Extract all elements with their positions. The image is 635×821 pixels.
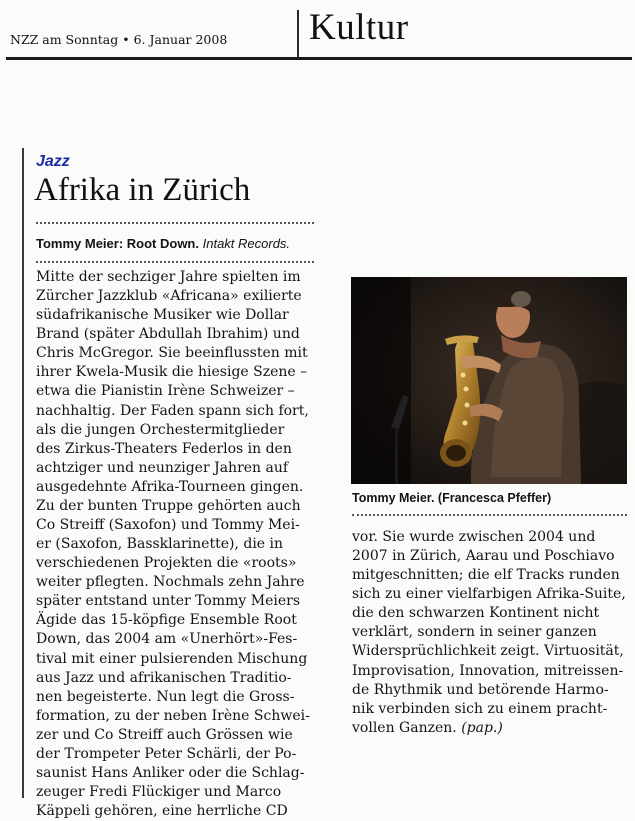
- text-line: zeuger Fredi Flückiger und Marco: [36, 784, 282, 801]
- album-credit: [36, 236, 290, 251]
- text-line: verschiedenen Projekten die «roots»: [36, 555, 297, 572]
- closing-text: vollen Ganzen.: [352, 719, 457, 736]
- text-line: Down, das 2004 am «Unerhört»-Fes-: [36, 631, 298, 648]
- header-divider: [297, 10, 299, 58]
- article-kicker: Jazz: [36, 153, 70, 170]
- text-line: als die jungen Orchestermitglieder: [36, 421, 285, 438]
- dotted-divider: [36, 222, 314, 224]
- header-rule: [6, 57, 632, 60]
- dotted-divider: [352, 514, 627, 516]
- publication-name: NZZ am Sonntag: [10, 32, 119, 47]
- text-line: Zürcher Jazzklub «Africana» exilierte: [36, 288, 302, 305]
- photo-saxophonist: [351, 277, 627, 484]
- text-line: nachhaltig. Der Faden spann sich fort,: [36, 402, 309, 419]
- section-title: Kultur: [309, 7, 409, 48]
- text-line: sich zu einer vielfarbigen Afrika-Suite,: [352, 586, 626, 603]
- text-line: ausgedehnte Afrika-Tourneen gingen.: [36, 478, 304, 495]
- body-column-2: [352, 528, 627, 738]
- text-line: des Zirkus-Theaters Federlos in den: [36, 440, 292, 457]
- dotted-divider: [36, 261, 314, 263]
- text-line: nik verbinden sich zu einem pracht-: [352, 700, 608, 717]
- text-line: Chris McGregor. Sie beeinflussten mit: [36, 345, 308, 362]
- text-line: Brand (später Abdullah Ibrahim) und: [36, 326, 300, 343]
- text-line: der Trompeter Peter Schärli, der Po-: [36, 745, 297, 762]
- body-column-1: [36, 268, 326, 821]
- text-line: Co Streiff (Saxofon) und Tommy Mei-: [36, 517, 300, 534]
- text-line: Zu der bunten Truppe gehörten auch: [36, 497, 301, 514]
- text-line: etwa die Pianistin Irène Schweizer –: [36, 383, 295, 400]
- text-line: saunist Hans Anliker oder die Schlag-: [36, 765, 305, 782]
- text-line: 2007 in Zürich, Aarau und Poschiavo: [352, 548, 615, 565]
- text-line: de Rhythmik und betörende Harmo-: [352, 681, 609, 698]
- text-line: weiter pflegten. Nochmals zehn Jahre: [36, 574, 305, 591]
- text-line: nen begeisterte. Nun legt die Gross-: [36, 688, 295, 705]
- text-line: Käppeli gehören, eine herrliche CD: [36, 803, 288, 820]
- text-line: er (Saxofon, Bassklarinette), die in: [36, 536, 284, 553]
- text-line: südafrikanische Musiker wie Dollar: [36, 307, 289, 324]
- text-line: [352, 719, 627, 738]
- album-artist-title: Tommy Meier: Root Down.: [36, 236, 199, 251]
- text-line: Ägide das 15-köpfige Ensemble Root: [36, 612, 297, 629]
- text-line: formation, zu der neben Irène Schwei-: [36, 707, 310, 724]
- text-line: Widersprüchlichkeit zeigt. Virtuosität,: [352, 643, 624, 660]
- text-line: tival mit einer pulsierenden Mischung: [36, 650, 308, 667]
- photo-caption: Tommy Meier. (Francesca Pfeffer): [352, 491, 552, 505]
- text-line: Mitte der sechziger Jahre spielten im: [36, 269, 301, 285]
- text-line: verklärt, sondern in seiner ganzen: [352, 624, 597, 641]
- text-line: aus Jazz und afrikanischen Traditio-: [36, 669, 292, 686]
- text-line: achtziger und neunziger Jahren auf: [36, 459, 289, 476]
- text-line: mitgeschnitten; die elf Tracks runden: [352, 567, 620, 584]
- masthead: [10, 32, 227, 47]
- article-headline: Afrika in Zürich: [34, 172, 251, 208]
- text-line: Improvisation, Innovation, mitreissen-: [352, 662, 624, 679]
- text-line: später entstand unter Tommy Meiers: [36, 593, 300, 610]
- article-margin-rule: [22, 148, 24, 798]
- bullet-separator: •: [122, 32, 130, 47]
- text-line: ihrer Kwela-Musik die hiesige Szene –: [36, 364, 308, 381]
- record-label: Intakt Records.: [202, 236, 291, 251]
- author-initials: (pap.): [461, 719, 503, 736]
- issue-date: 6. Januar 2008: [133, 32, 228, 47]
- text-line: die den schwarzen Kontinent nicht: [352, 605, 600, 622]
- text-line: vor. Sie wurde zwischen 2004 und: [352, 529, 596, 545]
- text-line: zer und Co Streiff auch Grössen wie: [36, 726, 293, 743]
